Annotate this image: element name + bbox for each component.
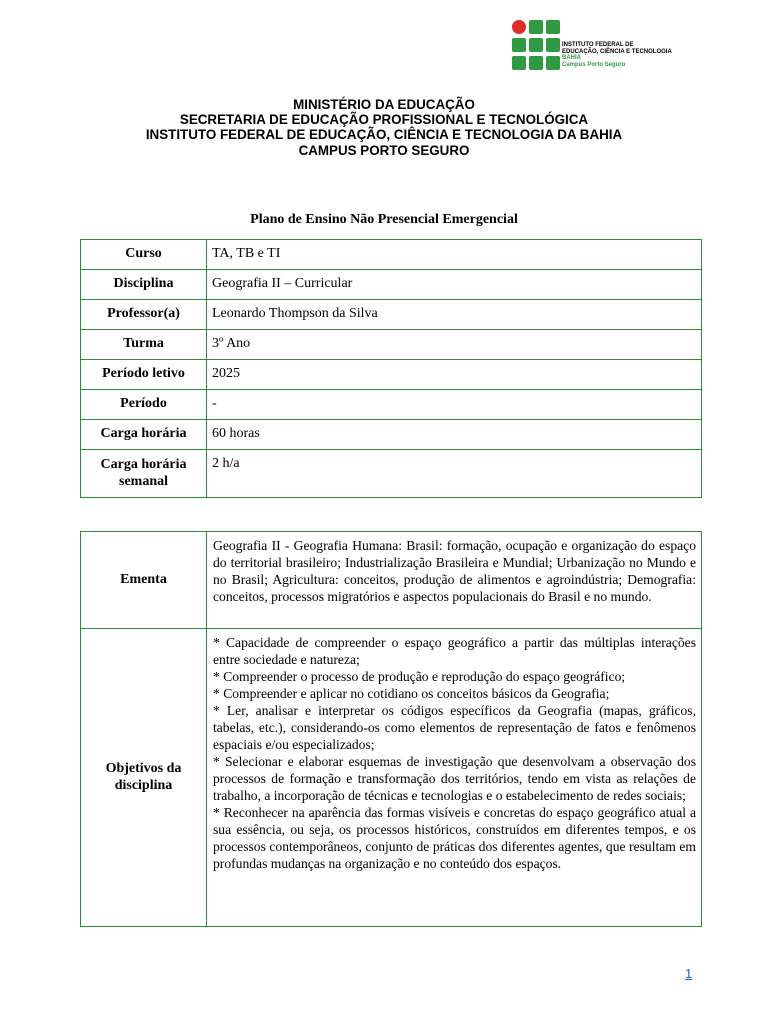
logo-mark — [512, 20, 560, 72]
list-item: * Reconhecer na aparência das formas visíveis e concretas do espaço geográfico atual a sua essência, ou seja, os processos históricos, construídos em diferentes tempos, e os processos contemporâneos, conjunto de práticas dos diferentes agentes, que resultam em profundas mudanças na organização e no conteúdo dos espaços. — [213, 805, 696, 871]
header-secretariat: SECRETARIA DE EDUCAÇÃO PROFISSIONAL E TECNOLÓGICA — [179, 112, 589, 128]
logo-text — [562, 42, 672, 68]
row-label: Curso — [81, 240, 207, 270]
ementa-label: Ementa — [81, 532, 207, 629]
table-row — [81, 629, 702, 927]
list-item: * Selecionar e elaborar esquemas de investigação que desenvolvam a observação dos processos de formação e transformação dos territórios, tendo em vista as relações de trabalho, a incorporação de técnicas e tecnologias e o estabelecimento de redes sociais; — [213, 754, 696, 803]
list-item: * Compreender o processo de produção e reprodução do espaço geográfico; — [213, 669, 626, 684]
header-campus: CAMPUS PORTO SEGURO — [298, 142, 470, 158]
header-ministry: MINISTÉRIO DA EDUCAÇÃO — [293, 97, 475, 112]
list-item: * Ler, analisar e interpretar os códigos específicos da Geografia (mapas, gráficos, tabelas, etc.), considerando-os como elementos de representação de fatos e fenômenos espaciais e/ou especializados; — [213, 703, 696, 752]
objetivos-label: Objetivos da disciplina — [81, 629, 207, 927]
list-item: * Capacidade de compreender o espaço geográfico a partir das múltiplas interações entre sociedade e natureza; — [213, 635, 696, 667]
logo-line-1: INSTITUTO FEDERAL DE — [562, 42, 634, 48]
table-row — [81, 270, 702, 300]
row-label: Período letivo — [81, 360, 207, 390]
logo-line-4: Campus Porto Seguro — [562, 61, 626, 68]
course-info-table — [80, 239, 702, 498]
list-item: * Compreender e aplicar no cotidiano os conceitos básicos da Geografia; — [213, 686, 610, 701]
row-label: Carga horária — [81, 420, 207, 450]
row-label: Professor(a) — [81, 300, 207, 330]
row-value: 60 horas — [207, 420, 702, 450]
document-header — [0, 97, 768, 158]
table-row — [81, 360, 702, 390]
row-value: Leonardo Thompson da Silva — [207, 300, 702, 330]
institution-logo — [512, 20, 692, 74]
logo-line-3: BAHIA — [562, 55, 581, 62]
table-row — [81, 390, 702, 420]
row-value: 2 h/a — [207, 450, 702, 498]
ementa-text: Geografia II - Geografia Humana: Brasil: formação, ocupação e organização do espaço do territorial brasileiro; Industrialização Brasileira e Mundial; Urbanização no Mundo e no Brasil; Agricultura: conceitos, produção de alimentos e agroindústria; Demografia: conceitos, processos migratórios e aspectos populacionais do Brasil e no mundo. — [207, 532, 702, 629]
logo-line-2: EDUCAÇÃO, CIÊNCIA E TECNOLOGIA — [562, 48, 672, 55]
table-row — [81, 330, 702, 360]
table-row — [81, 420, 702, 450]
page-number-link[interactable]: 1 — [685, 966, 693, 981]
table-row — [81, 450, 702, 498]
row-label: Turma — [81, 330, 207, 360]
table-row — [81, 300, 702, 330]
course-content-table — [80, 531, 702, 927]
document-title: Plano de Ensino Não Presencial Emergencial — [250, 212, 518, 227]
header-institute: INSTITUTO FEDERAL DE EDUCAÇÃO, CIÊNCIA E TECNOLOGIA DA BAHIA — [145, 127, 623, 143]
table-row — [81, 240, 702, 270]
table-row — [81, 532, 702, 629]
row-label: Disciplina — [81, 270, 207, 300]
row-label: Período — [81, 390, 207, 420]
row-value: TA, TB e TI — [207, 240, 702, 270]
row-value: 2025 — [207, 360, 702, 390]
objetivos-list — [207, 629, 702, 927]
row-label: Carga horária semanal — [81, 450, 207, 498]
row-value: Geografia II – Curricular — [207, 270, 702, 300]
row-value: - — [207, 390, 702, 420]
row-value: 3º Ano — [207, 330, 702, 360]
